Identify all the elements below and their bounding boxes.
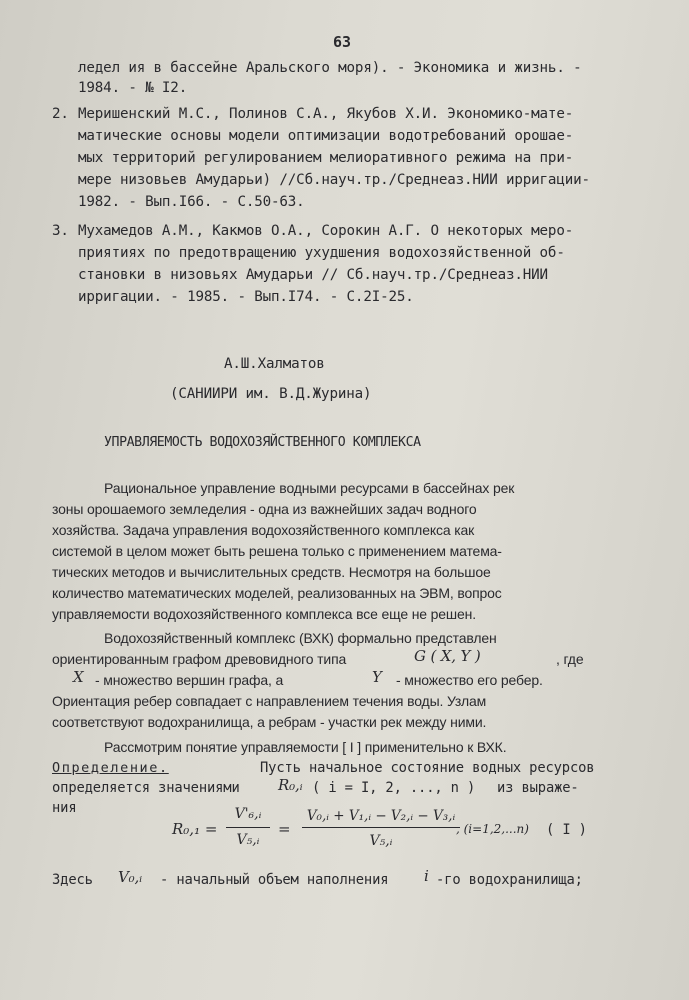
p2-line-2a: ориентированным графом древовидного типа (52, 651, 347, 667)
p2-line-2b: , где (556, 651, 584, 667)
ref2-line-5: 1982. - Вып.I66. - С.50-63. (78, 194, 305, 210)
last-line-b: - начальный объем наполнения (160, 872, 389, 888)
ref2-line-1: Меришенский М.С., Полинов С.А., Якубов Х.И. Экономико-мате- (78, 106, 574, 122)
symbol-y: Y (372, 668, 382, 686)
frac1-numerator: V'₆,ᵢ (234, 806, 262, 822)
index-range: ( i = I, 2, ..., n ) (312, 780, 476, 796)
ref1-line-2: 1984. - № I2. (78, 80, 188, 96)
p3-line-2: Пусть начальное состояние водных ресурсов (260, 760, 595, 776)
symbol-x: X (73, 668, 84, 686)
formula-number: ( I ) (546, 822, 587, 838)
definition-label: Определение. (52, 760, 169, 776)
ref3-number: 3. (52, 223, 69, 239)
symbol-i: i (424, 867, 429, 885)
ref3-line-4: ирригации. - 1985. - Вып.I74. - С.2I-25. (78, 289, 414, 305)
ref2-line-2: матические основы модели оптимизации водотребований орошае- (78, 128, 574, 144)
author-affiliation: (САНИИРИ им. В.Д.Журина) (170, 386, 372, 402)
formula-equals: = (278, 820, 291, 838)
author-name: А.Ш.Халматов (224, 356, 325, 372)
frac1-denominator: V₅,ᵢ (236, 832, 260, 848)
formula-lhs: R₀,₁ = (172, 820, 218, 838)
frac2-numerator: V₀,ᵢ + V₁,ᵢ − V₂,ᵢ − V₃,ᵢ (306, 808, 456, 824)
frac1-bar (226, 827, 270, 828)
p1-line-2: зоны орошаемого земледелия - одна из важнейших задач водного (52, 501, 477, 517)
p2-line-3b: - множество его ребер. (396, 672, 543, 688)
last-line-c: -го водохранилища; (436, 872, 583, 888)
ref2-line-4: мере низовьев Амударьи) //Сб.науч.тр./Среднеаз.НИИ ирригации- (78, 172, 590, 188)
p1-line-5: тических методов и вычислительных средств. Несмотря на большое (52, 564, 491, 580)
p1-line-7: управляемости водохозяйственного комплекса все еще не решен. (52, 606, 476, 622)
formula-index-range: , (i=1,2,...n) (456, 822, 529, 836)
p3-line-3a: определяется значениями (52, 780, 240, 796)
p2-line-3a: - множество вершин графа, а (95, 672, 284, 688)
p3-line-3c: из выраже- (497, 780, 579, 796)
page-number: 63 (333, 33, 352, 51)
ref1-line-1: ледел ия в бассейне Аральского моря). - Экономика и жизнь. - (78, 60, 582, 76)
p2-line-1: Водохозяйственный комплекс (ВХК) формально представлен (104, 630, 497, 646)
p3-line-1: Рассмотрим понятие управляемости [ I ] применительно к ВХК. (104, 739, 507, 755)
p1-line-4: системой в целом может быть решена только с применением матема- (52, 543, 502, 559)
frac2-bar (302, 827, 460, 828)
p3-line-4: ния (52, 800, 77, 816)
ref2-number: 2. (52, 106, 69, 122)
p1-line-6: количество математических моделей, реализованных на ЭВМ, вопрос (52, 585, 502, 601)
symbol-r0i: R₀,ᵢ (278, 776, 303, 794)
ref3-line-2: приятиях по предотвращению ухудшения водохозяйственной об- (78, 245, 565, 261)
graph-notation: G ( X, Y ) (414, 647, 481, 665)
p2-line-4: Ориентация ребер совпадает с направлением течения воды. Узлам (52, 693, 487, 709)
article-title: УПРАВЛЯЕМОСТЬ ВОДОХОЗЯЙСТВЕННОГО КОМПЛЕКСА (104, 435, 421, 450)
p2-line-5: соответствуют водохранилища, а ребрам - участки рек между ними. (52, 714, 487, 730)
p1-line-3: хозяйства. Задача управления водохозяйственного комплекса как (52, 522, 475, 538)
ref3-line-1: Мухамедов А.М., Какмов О.А., Сорокин А.Г. О некоторых меро- (78, 223, 574, 239)
last-line-a: Здесь (52, 872, 93, 888)
ref2-line-3: мых территорий регулированием мелиоративного режима на при- (78, 150, 574, 166)
ref3-line-3: становки в низовьях Амударьи // Сб.науч.тр./Среднеаз.НИИ (78, 267, 548, 283)
p1-line-1: Рациональное управление водными ресурсами в бассейнах рек (104, 480, 515, 496)
symbol-v0i: V₀,ᵢ (118, 868, 143, 886)
frac2-denominator: V₅,ᵢ (369, 833, 393, 849)
